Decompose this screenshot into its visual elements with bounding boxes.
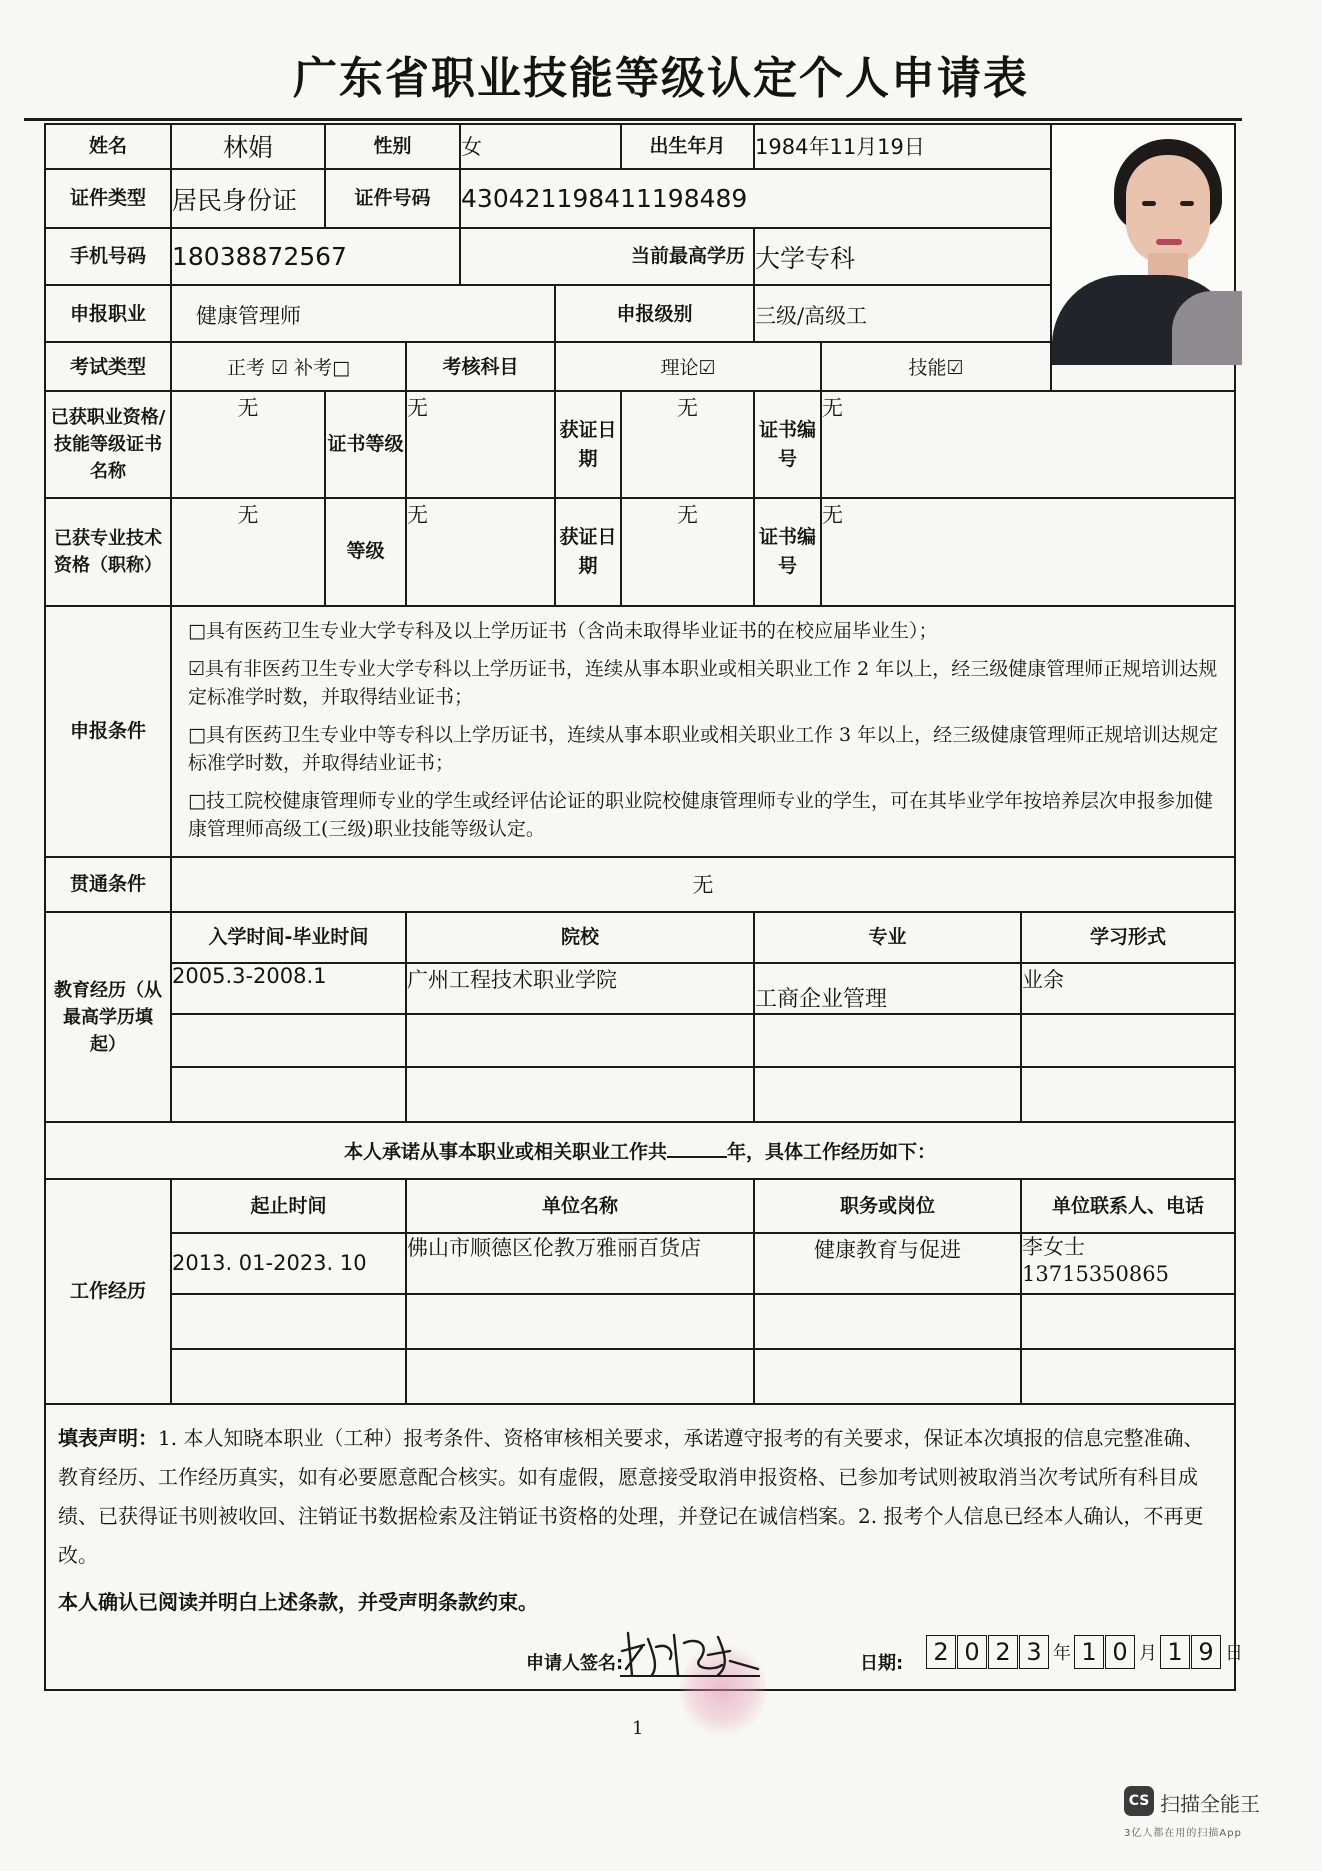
title-cert-date: 无 bbox=[621, 498, 754, 606]
cert-label: 已获职业资格/技能等级证书名称 bbox=[45, 391, 171, 497]
title-cert-no-label: 证书编号 bbox=[754, 498, 821, 606]
phone-label: 手机号码 bbox=[45, 228, 171, 285]
through-value: 无 bbox=[171, 857, 1235, 912]
work-promise bbox=[45, 1122, 1235, 1179]
edu-header-form: 学习形式 bbox=[1021, 912, 1235, 963]
edu-school: 广州工程技术职业学院 bbox=[406, 963, 754, 1014]
conditions-list bbox=[171, 606, 1235, 857]
edu-major: 工商企业管理 bbox=[754, 963, 1021, 1014]
exam-skill: 技能☑ bbox=[821, 342, 1051, 391]
work-label: 工作经历 bbox=[45, 1179, 171, 1404]
edu-empty bbox=[406, 1014, 754, 1067]
cert-no-label: 证书编号 bbox=[754, 391, 821, 497]
id-no-label: 证件号码 bbox=[325, 169, 460, 228]
edu-header-major: 专业 bbox=[754, 912, 1021, 963]
level-label: 申报级别 bbox=[555, 285, 754, 342]
signature-label: 申请人签名: bbox=[526, 1653, 624, 1675]
edu-value: 大学专科 bbox=[754, 228, 1051, 285]
conditions-label: 申报条件 bbox=[45, 606, 171, 857]
form-title: 广东省职业技能等级认定个人申请表 bbox=[293, 53, 1029, 104]
work-empty bbox=[171, 1294, 406, 1349]
work-empty bbox=[754, 1294, 1021, 1349]
work-empty bbox=[1021, 1349, 1235, 1404]
page-number: 1 bbox=[632, 1718, 644, 1739]
education-label: 教育经历（从最高学历填起） bbox=[45, 912, 171, 1122]
work-empty bbox=[406, 1294, 754, 1349]
edu-form: 业余 bbox=[1021, 963, 1235, 1014]
day-digit-box: 1 bbox=[1160, 1635, 1190, 1669]
edu-empty bbox=[1021, 1067, 1235, 1122]
gender-value: 女 bbox=[460, 124, 621, 169]
id-type-value: 居民身份证 bbox=[171, 169, 325, 228]
cert-date-label: 获证日期 bbox=[555, 391, 621, 497]
year-digit-box: 2 bbox=[988, 1635, 1018, 1669]
work-empty bbox=[1021, 1294, 1235, 1349]
month-unit: 月 bbox=[1139, 1643, 1157, 1665]
applicant-photo bbox=[1051, 124, 1235, 342]
cert-date: 无 bbox=[621, 391, 754, 497]
cert-level-label: 证书等级 bbox=[325, 391, 406, 497]
month-digit-box: 0 bbox=[1105, 1635, 1135, 1669]
declaration bbox=[45, 1404, 1243, 1690]
edu-empty bbox=[171, 1014, 406, 1067]
condition-item: □技工院校健康管理师专业的学生或经评估论证的职业院校健康管理师专业的学生，可在其毕业学年按培养层次申报参加健康管理师高级工(三级)职业技能等级认定。 bbox=[188, 790, 1213, 841]
promise-prefix: 本人承诺从事本职业或相关职业工作共 bbox=[344, 1141, 668, 1164]
edu-header-period: 入学时间-毕业时间 bbox=[171, 912, 406, 963]
exam-theory: 理论☑ bbox=[555, 342, 821, 391]
exam-type-label: 考试类型 bbox=[45, 342, 171, 391]
birth-label: 出生年月 bbox=[621, 124, 754, 169]
condition-item: □具有医药卫生专业大学专科及以上学历证书（含尚未取得毕业证书的在校应届毕业生）； bbox=[188, 620, 938, 643]
work-empty bbox=[754, 1349, 1021, 1404]
exam-type-options: 正考 ☑ 补考□ bbox=[171, 342, 406, 391]
gender-label: 性别 bbox=[325, 124, 460, 169]
condition-item: ☑具有非医药卫生专业大学专科以上学历证书，连续从事本职业或相关职业工作 2 年以上，经三级健康管理师正规培训达规定标准学时数，并取得结业证书； bbox=[188, 658, 1218, 709]
edu-label: 当前最高学历 bbox=[460, 228, 754, 285]
title-cert-name: 无 bbox=[171, 498, 325, 606]
id-type-label: 证件类型 bbox=[45, 169, 171, 228]
cert-no: 无 bbox=[821, 391, 1235, 497]
edu-empty bbox=[1021, 1014, 1235, 1067]
years-blank bbox=[667, 1156, 727, 1158]
work-position: 健康教育与促进 bbox=[754, 1233, 1021, 1294]
title-cert-level-label: 等级 bbox=[325, 498, 406, 606]
work-period: 2013. 01-2023. 10 bbox=[171, 1233, 406, 1294]
occupation-label: 申报职业 bbox=[45, 285, 171, 342]
edu-empty bbox=[754, 1014, 1021, 1067]
month-digit-box: 1 bbox=[1074, 1635, 1104, 1669]
date-label: 日期: bbox=[860, 1653, 904, 1675]
year-digit-box: 2 bbox=[926, 1635, 956, 1669]
portrait-figure bbox=[1052, 125, 1236, 365]
birth-value: 1984年11月19日 bbox=[754, 124, 1051, 169]
condition-item: □具有医药卫生专业中等专科以上学历证书，连续从事本职业或相关职业工作 3 年以上，经三级健康管理师正规培训达规定标准学时数，并取得结业证书； bbox=[188, 724, 1219, 775]
title-cert-level: 无 bbox=[406, 498, 555, 606]
id-no-value: 430421198411198489 bbox=[460, 169, 1051, 228]
title-cert-no: 无 bbox=[821, 498, 1235, 606]
signature-line bbox=[620, 1675, 760, 1677]
declaration-confirm: 本人确认已阅读并明白上述条款，并受声明条款约束。 bbox=[58, 1590, 538, 1615]
name-value: 林娟 bbox=[171, 124, 325, 169]
application-form bbox=[44, 123, 1243, 1691]
title-cert-label: 已获专业技术资格（职称） bbox=[45, 498, 171, 606]
work-header-contact: 单位联系人、电话 bbox=[1021, 1179, 1235, 1232]
work-empty bbox=[171, 1349, 406, 1404]
edu-empty bbox=[754, 1067, 1021, 1122]
sign-date bbox=[926, 1635, 1246, 1669]
year-digit-box: 0 bbox=[957, 1635, 987, 1669]
cs-logo-icon: CS bbox=[1124, 1786, 1154, 1816]
work-header-company: 单位名称 bbox=[406, 1179, 754, 1232]
day-digit-box: 9 bbox=[1191, 1635, 1221, 1669]
exam-subject-label: 考核科目 bbox=[406, 342, 555, 391]
blank-cell bbox=[1051, 342, 1235, 391]
promise-suffix: 年，具体工作经历如下： bbox=[727, 1141, 937, 1164]
year-digit-box: 3 bbox=[1019, 1635, 1049, 1669]
title-underline bbox=[24, 118, 1242, 121]
edu-empty bbox=[171, 1067, 406, 1122]
work-header-position: 职务或岗位 bbox=[754, 1179, 1021, 1232]
level-value: 三级/高级工 bbox=[754, 285, 1051, 342]
work-company: 佛山市顺德区伦教万雅丽百货店 bbox=[406, 1233, 754, 1294]
year-unit: 年 bbox=[1053, 1643, 1071, 1665]
edu-period: 2005.3-2008.1 bbox=[171, 963, 406, 1014]
title-cert-date-label: 获证日期 bbox=[555, 498, 621, 606]
name-label: 姓名 bbox=[45, 124, 171, 169]
cert-level: 无 bbox=[406, 391, 555, 497]
phone-value: 18038872567 bbox=[171, 228, 460, 285]
watermark-name: 扫描全能王 bbox=[1160, 1792, 1260, 1816]
occupation-value: 健康管理师 bbox=[171, 285, 555, 342]
watermark-tagline: 3亿人都在用的扫描App bbox=[1124, 1828, 1242, 1839]
day-unit: 日 bbox=[1225, 1643, 1243, 1665]
signature-row bbox=[526, 1633, 1243, 1683]
cert-name: 无 bbox=[171, 391, 325, 497]
through-label: 贯通条件 bbox=[45, 857, 171, 912]
handwritten-signature bbox=[618, 1625, 768, 1681]
edu-empty bbox=[406, 1067, 754, 1122]
declaration-body: 1. 本人知晓本职业（工种）报考条件、资格审核相关要求，承诺遵守报考的有关要求，保证本次填报的信息完整准确、教育经历、工作经历真实，如有必要愿意配合核实。如有虚假，愿意接受取消申报资格、已参加考试则被取消当次考试所有科目成绩、已获得证书则被收回、注销证书数据检索及注销证书资格的处理，并登记在诚信档案。2. 报考个人信息已经本人确认，不再更改。 bbox=[58, 1426, 1204, 1568]
declaration-lead: 填表声明： bbox=[58, 1426, 158, 1451]
declaration-text bbox=[58, 1419, 1222, 1575]
work-empty bbox=[406, 1349, 754, 1404]
work-contact: 李女士 13715350865 bbox=[1021, 1233, 1235, 1294]
edu-header-school: 院校 bbox=[406, 912, 754, 963]
work-header-period: 起止时间 bbox=[171, 1179, 406, 1232]
